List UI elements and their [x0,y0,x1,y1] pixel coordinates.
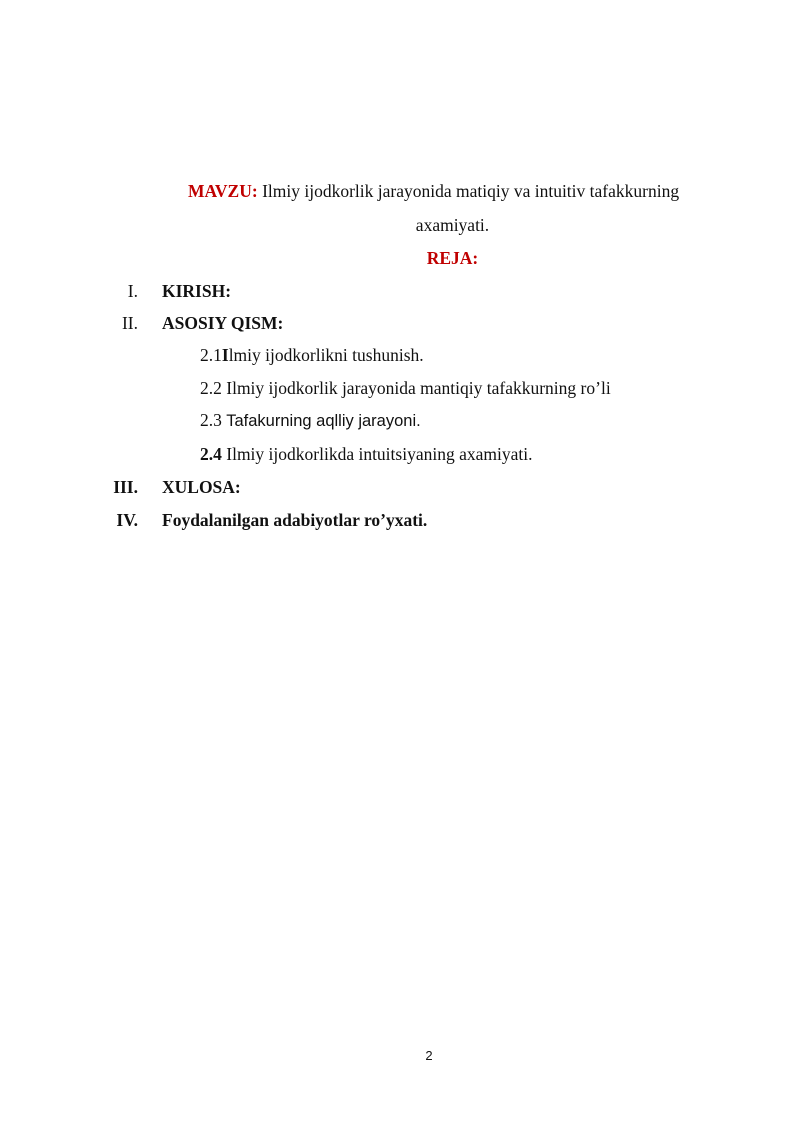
subsection-2-3 [200,410,421,431]
subsection-2-1 [200,345,424,366]
subsection-number: 2.3 [200,410,222,430]
topic-title-continued: axamiyati. [415,215,490,235]
section-number: I. [127,281,138,301]
section-title-conclusion: XULOSA: [162,477,241,497]
subsection-text: lmiy ijodkorlikni tushunish. [228,345,424,365]
section-number: II. [121,313,138,333]
subsection-number: 2.2 [200,378,222,398]
subsection-initial: I [221,345,229,365]
subsection-number: 2.1 [200,345,222,365]
subsection-2-2 [200,378,611,399]
subsection-text: Ilmiy ijodkorlik jarayonida mantiqiy tafakkurning ro’li [226,378,611,398]
section-number: III. [113,477,138,497]
subsection-2-4 [200,444,532,465]
page-number: 2 [425,1048,433,1063]
topic-text: Ilmiy ijodkorlik jarayonida matiqiy va intuitiv tafakkurning [257,181,680,201]
subsection-text: Tafakurning aqlliy jarayoni. [226,412,421,430]
section-number: IV. [116,510,138,530]
section-title-intro: KIRISH: [162,281,232,301]
plan-heading: REJA: [426,248,479,268]
section-title-references: Foydalanilgan adabiyotlar ro’yxati. [162,510,428,530]
subsection-text: Ilmiy ijodkorlikda intuitsiyaning axamiyati. [226,444,533,464]
subsection-number: 2.4 [200,444,222,464]
topic-label: MAVZU: [188,181,258,201]
section-title-main: ASOSIY QISM: [162,313,284,333]
topic-title [188,181,679,202]
